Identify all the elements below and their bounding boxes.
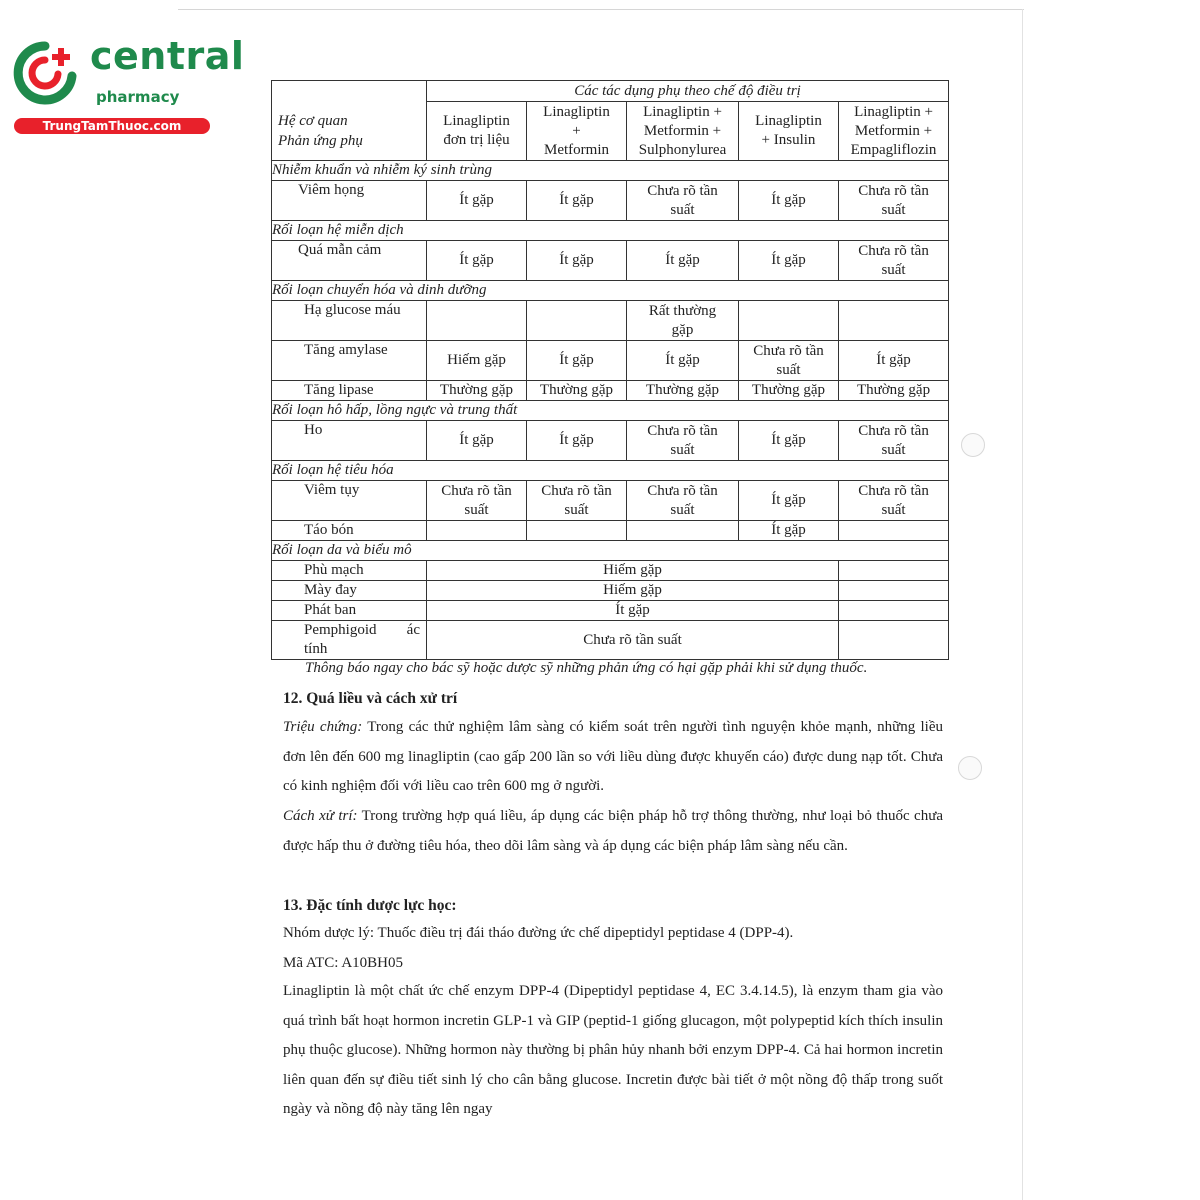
frequency-text: Chưa rõ tần [858,482,929,499]
frequency-text: suất [881,261,906,278]
frequency-text: suất [881,441,906,458]
page-edge [178,9,1024,10]
reaction-label-part: tính [304,641,328,657]
frequency-cell [627,381,739,401]
frequency-cell [427,481,527,521]
frequency-text: Ít gặp [771,522,806,538]
empty-corner-cell [272,81,427,102]
frequency-text: Ít gặp [771,432,806,448]
logo-site-badge: TrungTamThuoc.com [14,118,210,134]
table-row [272,241,949,281]
frequency-text: gặp [671,321,694,338]
reaction-label: Tăng lipase [272,381,427,401]
reaction-label: Hạ glucose máu [272,301,427,341]
table-header-row [272,102,949,161]
table-row [272,341,949,381]
frequency-text: Thường gặp [645,382,720,398]
merged-frequency-cell: Hiếm gặp [427,581,839,601]
frequency-text: Chưa rõ tần [647,482,718,499]
frequency-cell [427,421,527,461]
frequency-text: Thường gặp [539,382,614,398]
frequency-cell [739,481,839,521]
frequency-text: Ít gặp [559,432,594,448]
column-header-line: Linagliptin + [643,103,722,120]
section-title-row [272,161,949,181]
frequency-cell [627,181,739,221]
column-header [739,102,839,161]
empty-cell [427,301,527,341]
merged-frequency-cell: Hiếm gặp [427,561,839,581]
atc-code: Mã ATC: A10BH05 [283,955,404,971]
column-header-line: Sulphonylurea [638,141,727,158]
frequency-text: Ít gặp [665,252,700,268]
frequency-text: Chưa rõ tần [647,182,718,199]
frequency-text: Thường gặp [751,382,826,398]
central-pharmacy-logo [10,34,245,138]
column-header [839,102,949,161]
column-header [627,102,739,161]
row-header-line: Hệ cơ quan [278,112,348,129]
frequency-cell [527,481,627,521]
frequency-text: suất [464,501,489,518]
frequency-text: Chưa rõ tần [858,182,929,199]
frequency-text: suất [670,201,695,218]
frequency-cell [839,181,949,221]
section-title: Rối loạn da và biểu mô [272,541,949,561]
frequency-cell [839,481,949,521]
empty-cell [739,301,839,341]
treatment-paragraph [283,802,943,861]
column-header-line: Metformin [544,141,609,158]
reaction-label: Phát ban [272,601,427,621]
treatment-label: Cách xử trí: [283,808,358,824]
frequency-text: Ít gặp [876,352,911,368]
frequency-text: Ít gặp [559,252,594,268]
frequency-text: Ít gặp [771,492,806,508]
reaction-label: Mày đay [272,581,427,601]
frequency-cell [839,341,949,381]
column-header-line: + [572,122,581,139]
section-title: Rối loạn hệ miễn dịch [272,221,949,241]
section-title-row [272,221,949,241]
frequency-text: Ít gặp [559,352,594,368]
frequency-text: Ít gặp [459,432,494,448]
frequency-cell [527,181,627,221]
logo-brand-text: central [90,34,245,78]
column-header-line: Empagliflozin [850,141,937,158]
symptom-label: Triệu chứng: [283,719,363,735]
empty-cell [527,521,627,541]
table-header-row [272,81,949,102]
frequency-text: Chưa rõ tần [858,242,929,259]
column-header-line: Linagliptin [543,103,610,120]
symptom-paragraph [283,713,943,802]
frequency-cell [839,381,949,401]
frequency-cell [739,521,839,541]
frequency-text: suất [776,361,801,378]
page-edge [1022,9,1023,1200]
table-row [272,421,949,461]
frequency-cell [627,421,739,461]
frequency-text: suất [881,501,906,518]
frequency-text: Ít gặp [459,192,494,208]
report-note: Thông báo ngay cho bác sỹ hoặc dược sỹ những phản ứng có hại gặp phải khi sử dụng thuốc. [305,660,868,676]
frequency-text: Chưa rõ tần [858,422,929,439]
section-title-row [272,541,949,561]
row-header-cell [272,102,427,161]
reaction-label: Táo bón [272,521,427,541]
frequency-cell [627,241,739,281]
frequency-cell [627,341,739,381]
frequency-cell [739,341,839,381]
section-heading: 13. Đặc tính dược lực học: [283,897,457,914]
frequency-text: Chưa rõ tần [441,482,512,499]
reaction-label-part: Pemphigoid [304,622,377,638]
punch-hole [961,433,985,457]
column-header [427,102,527,161]
section-title-row [272,401,949,421]
frequency-text: Thường gặp [856,382,931,398]
punch-hole [958,756,982,780]
frequency-text: Hiếm gặp [447,352,506,368]
empty-cell [839,301,949,341]
frequency-cell [527,381,627,401]
table-row [272,581,949,601]
column-header-line: Metformin + [854,122,933,139]
frequency-cell [427,181,527,221]
empty-cell [627,521,739,541]
section-title-row [272,461,949,481]
frequency-text: Thường gặp [439,382,514,398]
reaction-label: Phù mạch [272,561,427,581]
frequency-text: Ít gặp [459,252,494,268]
section-title: Rối loạn hô hấp, lồng ngực và trung thất [272,401,949,421]
merged-frequency-cell: Chưa rõ tần suất [427,621,839,660]
reaction-label: Viêm họng [272,181,427,221]
column-header-line: Linagliptin [443,113,510,129]
treatment-group-header: Các tác dụng phụ theo chế độ điều trị [427,81,949,102]
frequency-cell [427,241,527,281]
symptom-text: Trong các thử nghiệm lâm sàng có kiểm soát trên người tình nguyện khỏe mạnh, những liều đơn lên đến 600 mg linagliptin (cao gấp 200 lần so với liều dùng được khuyến cáo) được dung nạp tốt. Chưa có kinh nghiệm đối với liều cao trên 600 mg ở người. [283,719,943,795]
frequency-cell [627,301,739,341]
column-header [527,102,627,161]
merged-frequency-cell: Ít gặp [427,601,839,621]
column-header-line: Linagliptin [755,113,822,129]
empty-cell [839,601,949,621]
empty-cell [839,621,949,660]
row-header-line: Phản ứng phụ [278,132,363,149]
frequency-cell [427,341,527,381]
frequency-cell [527,241,627,281]
pharmacy-cross-logo-icon [12,40,78,106]
table-row [272,481,949,521]
frequency-cell [527,341,627,381]
frequency-text: Ít gặp [771,192,806,208]
frequency-cell [739,181,839,221]
frequency-cell [739,421,839,461]
column-header-line: + Insulin [761,132,816,148]
frequency-text: suất [670,501,695,518]
table-row [272,301,949,341]
section-heading: 12. Quá liều và cách xử trí [283,690,458,707]
frequency-text: suất [881,201,906,218]
frequency-text: Chưa rõ tần [753,342,824,359]
frequency-text: Chưa rõ tần [541,482,612,499]
frequency-text: Ít gặp [665,352,700,368]
column-header-line: Linagliptin + [854,103,933,120]
column-header-line: Metformin + [643,122,722,139]
table-row [272,381,949,401]
section-title: Nhiễm khuẩn và nhiễm ký sinh trùng [272,161,949,181]
reaction-label: Ho [272,421,427,461]
empty-cell [839,521,949,541]
frequency-cell [839,241,949,281]
table-row [272,621,949,660]
empty-cell [527,301,627,341]
frequency-cell [739,241,839,281]
frequency-text: Ít gặp [559,192,594,208]
frequency-cell [839,421,949,461]
section-title-row [272,281,949,301]
table-row [272,181,949,221]
reaction-label-part: ác [406,622,420,638]
frequency-cell [427,381,527,401]
frequency-cell [527,421,627,461]
frequency-text: Ít gặp [771,252,806,268]
empty-cell [427,521,527,541]
table-row [272,601,949,621]
frequency-cell [739,381,839,401]
side-effects-table [271,80,949,660]
section-title: Rối loạn hệ tiêu hóa [272,461,949,481]
mechanism-paragraph: Linagliptin là một chất ức chế enzym DPP-4 (Dipeptidyl peptidase 4, EC 3.4.14.5), là enzym tham gia vào quá trình bất hoạt hormon incretin GLP-1 và GIP (peptid-1 giống glucagon, một polypeptid kích thích insulin phụ thuộc glucose). Những hormon này thường bị phân hủy nhanh bởi enzym DPP-4. Cả hai hormon incretin liên quan đến sự điều tiết sinh lý cho cân bằng glucose. Incretin được bài tiết ở một nồng độ thấp trong suốt ngày và nồng độ này tăng lên ngay [283,983,943,1118]
reaction-label: Viêm tụy [272,481,427,521]
reaction-label: Tăng amylase [272,341,427,381]
frequency-text: suất [564,501,589,518]
frequency-text: Chưa rõ tần [647,422,718,439]
table-row [272,561,949,581]
section-title: Rối loạn chuyển hóa và dinh dưỡng [272,281,949,301]
frequency-text: suất [670,441,695,458]
reaction-label [272,621,427,660]
pharmacologic-group: Nhóm dược lý: Thuốc điều trị đái tháo đường ức chế dipeptidyl peptidase 4 (DPP-4). [283,925,794,941]
frequency-cell [627,481,739,521]
column-header-line: đơn trị liệu [443,132,510,148]
treatment-text: Trong trường hợp quá liều, áp dụng các biện pháp hỗ trợ thông thường, như loại bỏ thuốc chưa được hấp thu ở đường tiêu hóa, theo dõi lâm sàng và áp dụng các biện pháp lâm sàng nếu cần. [283,808,943,854]
empty-cell [839,561,949,581]
logo-sub-text: pharmacy [96,88,180,106]
frequency-text: Rất thường [648,302,717,319]
reaction-label: Quá mẫn cảm [272,241,427,281]
empty-cell [839,581,949,601]
table-row [272,521,949,541]
